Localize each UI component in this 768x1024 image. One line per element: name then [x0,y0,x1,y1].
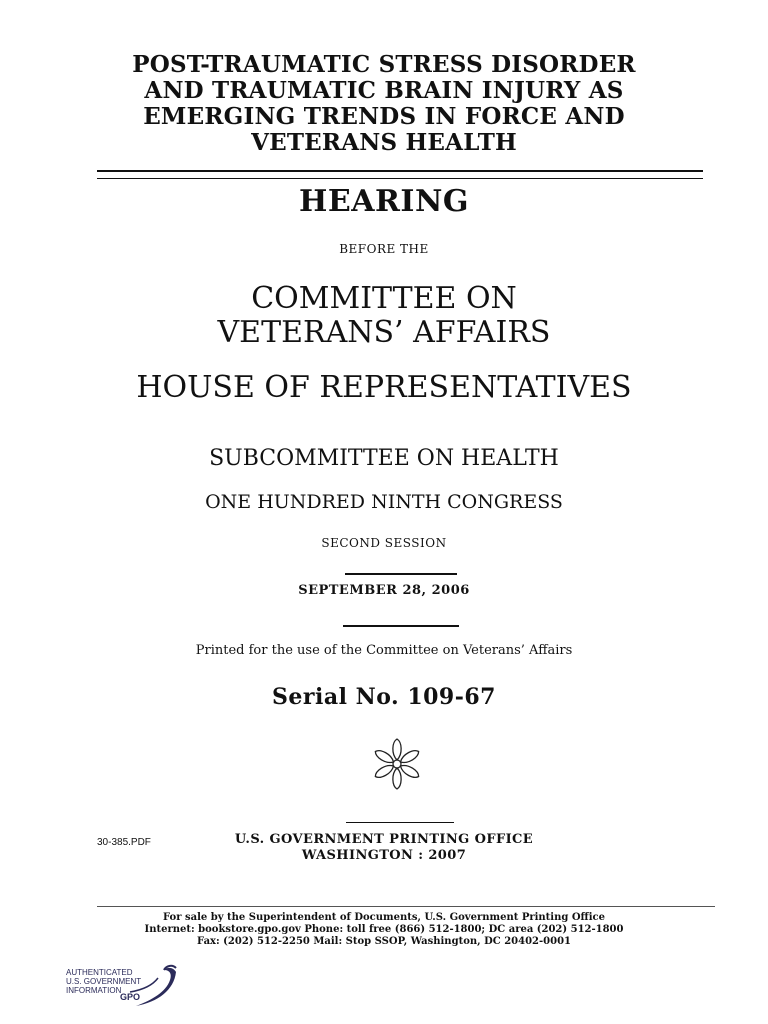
printed-for-note: Printed for the use of the Committee on Veterans’ Affairs [195,643,573,658]
publisher-line: WASHINGTON : 2007 [301,848,467,863]
chamber-name: HOUSE OF REPRESENTATIVES [136,370,632,405]
date-rule-bottom [343,625,459,627]
logo-mark: GPO [120,992,141,1002]
logo-line: U.S. GOVERNMENT [66,977,142,986]
logo-line: AUTHENTICATED [66,968,133,977]
title-line: EMERGING TRENDS IN FORCE AND [143,103,625,130]
hearing-date: SEPTEMBER 28, 2006 [298,583,470,598]
gpo-ornament-icon [369,737,425,791]
before-the-label: BEFORE THE [339,242,429,256]
footer-rule [97,906,715,907]
title-line: AND TRAUMATIC BRAIN INJURY AS [144,77,624,104]
publisher-rule [346,822,454,823]
title-line: POST-TRAUMATIC STRESS DISORDER [132,51,636,78]
publisher-line: U.S. GOVERNMENT PRINTING OFFICE [234,832,534,847]
date-rule-top [345,573,457,575]
publisher-block [0,832,768,864]
session-label: SECOND SESSION [321,536,447,550]
logo-line: INFORMATION [66,986,122,995]
serial-number: Serial No. 109-67 [272,684,496,710]
subcommittee-name: SUBCOMMITTEE ON HEALTH [209,446,559,471]
title-double-rule [97,170,703,179]
committee-name [0,282,768,350]
sale-info [0,912,768,948]
hearing-heading: HEARING [299,184,469,219]
title-line: VETERANS HEALTH [251,129,517,156]
sale-line: For sale by the Superintendent of Documents, U.S. Government Printing Office [162,912,606,923]
authenticated-gpo-logo [58,960,193,1012]
pdf-identifier: 30-385.PDF [97,837,151,848]
sale-line: Internet: bookstore.gpo.gov Phone: toll free (866) 512-1800; DC area (202) 512-1800 [144,924,624,935]
document-title [0,52,768,156]
committee-line: COMMITTEE ON [251,281,517,316]
congress-label: ONE HUNDRED NINTH CONGRESS [205,491,563,513]
eagle-icon [128,962,188,1010]
sale-line: Fax: (202) 512-2250 Mail: Stop SSOP, Washington, DC 20402-0001 [197,936,571,947]
committee-line: VETERANS’ AFFAIRS [217,315,551,350]
